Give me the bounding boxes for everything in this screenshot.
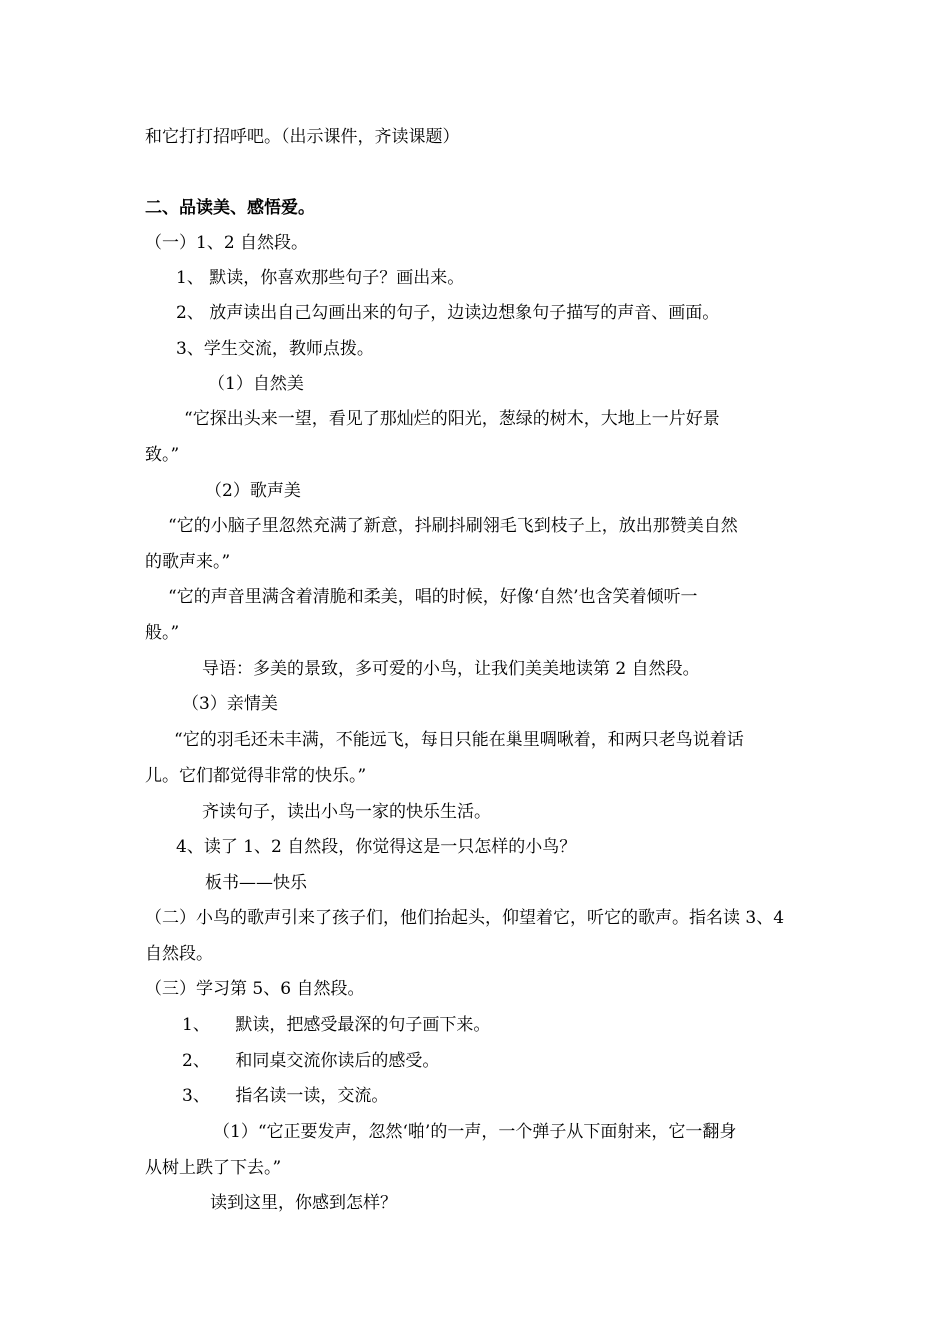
quote-line: “它探出头来一望，看见了那灿烂的阳光，葱绿的树木，大地上一片好景 <box>184 409 720 429</box>
text-line-1: 和它打打招呼吧。（出示课件，齐读课题） <box>145 127 460 147</box>
quote-line: “它的小脑子里忽然充满了新意，抖刷抖刷翎毛飞到枝子上，放出那赞美自然 <box>168 516 738 536</box>
sub-item-song-beauty: （2）歌声美 <box>205 481 301 501</box>
list-item-b3: 3、 指名读一读，交流。 <box>182 1086 389 1106</box>
subsection-heading-2: （二）小鸟的歌声引来了孩子们，他们抬起头，仰望着它，听它的歌声。指名读 3、4 <box>145 908 785 928</box>
quote-line: 般。” <box>145 623 180 643</box>
section-heading-2: 二、品读美、感悟爱。 <box>145 198 315 218</box>
quote-line: “它的羽毛还未丰满，不能远飞，每日只能在巢里啁啾着，和两只老鸟说着话 <box>174 730 744 750</box>
quote-line: 从树上跌了下去。” <box>145 1158 282 1178</box>
quote-line: 的歌声来。” <box>145 552 231 572</box>
quote-line: （1）“它正要发声，忽然‘啪’的一声，一个弹子从下面射来，它一翻身 <box>213 1122 737 1142</box>
instruction-text: 齐读句子，读出小鸟一家的快乐生活。 <box>202 802 491 822</box>
list-item-3: 3、学生交流，教师点拨。 <box>176 339 374 359</box>
list-item-1: 1、 默读，你喜欢那些句子？画出来。 <box>176 268 465 288</box>
list-item-4: 4、读了 1、2 自然段，你觉得这是一只怎样的小鸟？ <box>176 837 577 857</box>
list-item-b2: 2、 和同桌交流你读后的感受。 <box>182 1051 440 1071</box>
question-text: 读到这里，你感到怎样？ <box>210 1193 397 1213</box>
subsection-heading-2-cont: 自然段。 <box>145 944 213 964</box>
quote-line: “它的声音里满含着清脆和柔美，唱的时候，好像‘自然’也含笑着倾听一 <box>168 587 698 607</box>
subsection-heading-1: （一）1、2 自然段。 <box>145 233 309 253</box>
guide-text: 导语：多美的景致，多可爱的小鸟，让我们美美地读第 2 自然段。 <box>202 659 700 679</box>
subsection-heading-3: （三）学习第 5、6 自然段。 <box>145 979 365 999</box>
sub-item-natural-beauty: （1）自然美 <box>208 374 304 394</box>
sub-item-family-beauty: （3）亲情美 <box>182 694 278 714</box>
list-item-2: 2、 放声读出自己勾画出来的句子，边读边想象句子描写的声音、画面。 <box>176 303 720 323</box>
quote-line: 儿。它们都觉得非常的快乐。” <box>145 766 367 786</box>
board-note: 板书——快乐 <box>205 873 307 893</box>
list-item-b1: 1、 默读，把感受最深的句子画下来。 <box>182 1015 491 1035</box>
quote-line: 致。” <box>145 445 180 465</box>
